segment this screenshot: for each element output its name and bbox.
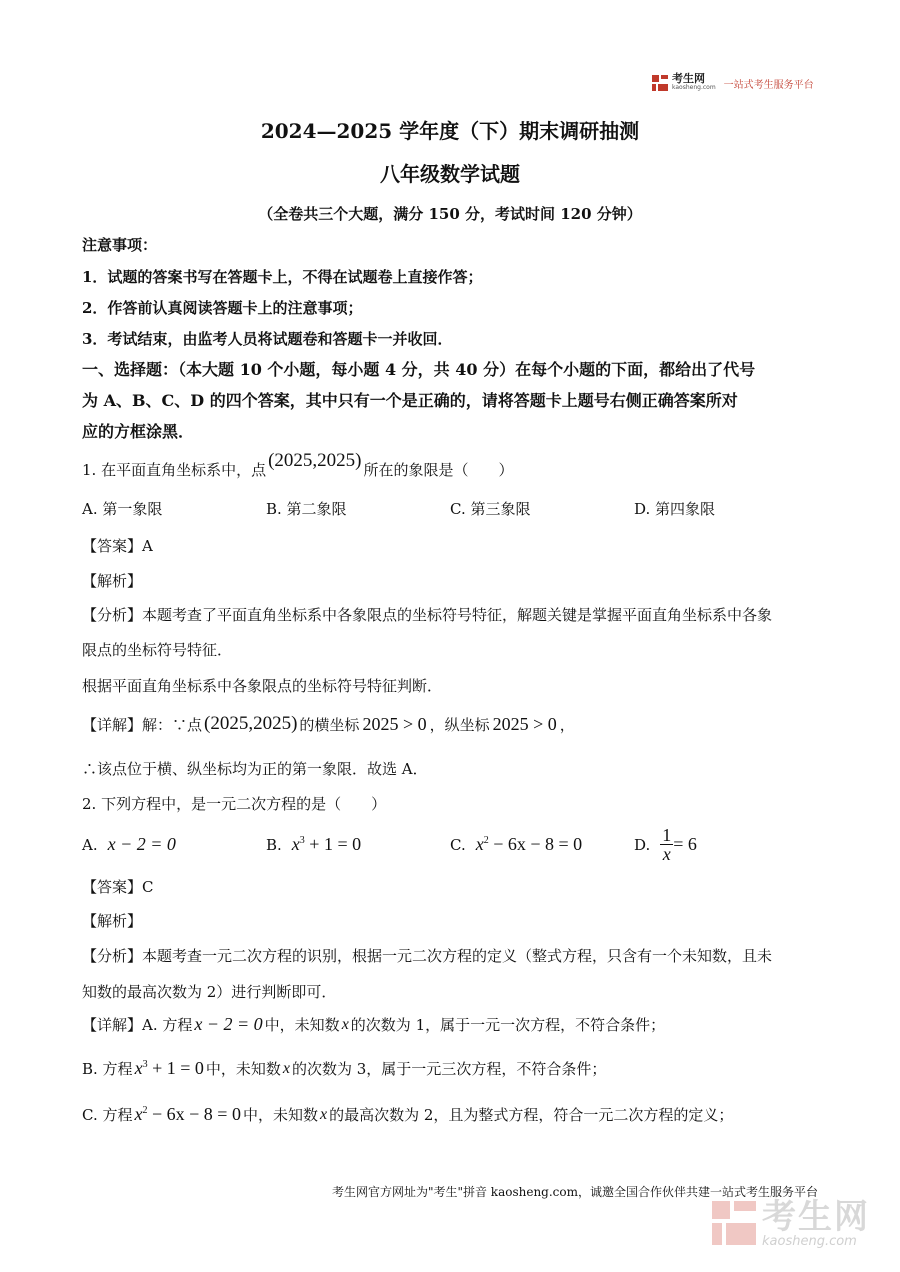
note-item-1: 1．试题的答案书写在答题卡上，不得在试题卷上直接作答； — [82, 268, 483, 286]
q2-option-c-label: C. — [450, 835, 466, 854]
q2-option-d-eq — [660, 826, 697, 863]
q2-detail-c-text-2: 中，未知数 — [242, 1106, 318, 1124]
q1-detail-c: ，纵坐标 — [429, 715, 490, 734]
q1-option-a: A. 第一象限 — [82, 500, 163, 518]
header-slogan: 一站式考生服务平台 — [723, 79, 814, 91]
q2-detail-b-var: x — [282, 1059, 290, 1077]
q2-detail-b-eq — [135, 1058, 204, 1079]
q1-option-d: D. 第四象限 — [634, 500, 716, 518]
watermark-logo-icon — [712, 1201, 756, 1249]
q2-option-b-eq — [292, 834, 361, 855]
note-item-2: 2．作答前认真阅读答题卡上的注意事项； — [82, 299, 363, 317]
q2-detail-b-base: x — [134, 1058, 143, 1078]
q2-detail-b — [82, 1058, 606, 1079]
q1-answer: 【答案】A — [82, 537, 153, 555]
q1-option-c: C. 第三象限 — [450, 500, 531, 518]
q2-detail-c-rest: − 6x − 8 = 0 — [147, 1104, 241, 1124]
q2-option-d-rest: = 6 — [673, 834, 697, 854]
exam-subtitle: 八年级数学试题 — [380, 162, 520, 186]
q1-basis: 根据平面直角坐标系中各象限点的坐标符号特征判断． — [82, 677, 443, 695]
q2-option-b-var: x — [291, 834, 300, 854]
q2-detail-c-eq — [134, 1104, 240, 1125]
q2-answer: 【答案】C — [82, 878, 154, 896]
q2-detail-c-text-3: 的最高次数为 2，且为整式方程，符合一元二次方程的定义； — [329, 1106, 734, 1124]
q2-option-c-exp: 2 — [483, 835, 489, 846]
q2-option-d-fraction — [660, 826, 673, 863]
section1-line-3: 应的方框涂黑． — [82, 422, 195, 441]
q1-conclusion: ∴该点位于横、纵坐标均为正的第一象限．故选 A． — [82, 760, 428, 778]
q2-option-d — [634, 826, 697, 863]
q2-detail-c-base: x — [134, 1104, 143, 1124]
exam-title: 2024—2025 学年度（下）期末调研抽测 — [260, 119, 640, 143]
q1-option-b: B. 第二象限 — [266, 500, 347, 518]
q1-point: (2025,2025) — [268, 450, 362, 471]
logo-en-text: kaosheng.com — [672, 84, 716, 91]
q1-detail-d: ， — [559, 715, 575, 734]
section1-line-1: 一、选择题：（本大题 10 个小题，每小题 4 分，共 40 分）在每个小题的下面，都给出了代号 — [82, 360, 756, 379]
q2-detail-a-text-1: 【详解】A. 方程 — [82, 1016, 193, 1034]
q2-detail-b-text-2: 中，未知数 — [205, 1060, 281, 1078]
q2-detail-a — [82, 1014, 665, 1035]
q2-detail-c — [82, 1104, 733, 1125]
q2-detail-a-eq: x − 2 = 0 — [194, 1014, 263, 1034]
note-item-3: 3．考试结束，由监考人员将试题卷和答题卡一并收回． — [82, 330, 453, 348]
question-2-stem: 2. 下列方程中，是一元二次方程的是（ ） — [82, 795, 387, 813]
watermark — [712, 1197, 870, 1249]
q1-detail-point: (2025,2025) — [204, 713, 298, 734]
q1-detail — [82, 713, 575, 735]
q2-detail-b-exp: 3 — [142, 1059, 148, 1070]
q2-option-c-var: x — [475, 834, 484, 854]
q2-option-b-rest: + 1 = 0 — [304, 834, 362, 854]
logo-cn-text: 考生网 — [672, 72, 705, 85]
q1-prefix: 1. 在平面直角坐标系中，点 — [82, 460, 267, 479]
q2-detail-a-text-2: 中，未知数 — [264, 1016, 340, 1034]
q2-fenxi-line-1: 【分析】本题考查一元二次方程的识别，根据一元二次方程的定义（整式方程，只含有一个未知数，且未 — [82, 947, 773, 965]
q1-fenxi-line-2: 限点的坐标符号特征． — [82, 641, 233, 659]
header-logo[interactable] — [652, 74, 814, 92]
kaosheng-logo-icon — [652, 75, 668, 91]
q2-option-b-label: B. — [266, 835, 282, 854]
notes-heading: 注意事项： — [82, 236, 158, 254]
q2-option-a — [82, 834, 176, 855]
q1-detail-ineq-2: 2025 > 0 — [492, 713, 557, 734]
q2-option-d-label: D. — [634, 835, 651, 854]
q2-option-a-label: A. — [82, 835, 98, 854]
footer-text: 考生网官方网址为"考生"拼音 kaosheng.com，诚邀全国合作伙伴共建一站式考生服务平台 — [331, 1185, 818, 1199]
q2-fenxi-line-2: 知数的最高次数为 2）进行判断即可． — [82, 983, 337, 1001]
q2-detail-c-var: x — [319, 1105, 328, 1123]
q2-option-c — [450, 834, 582, 855]
q2-option-b — [266, 834, 361, 855]
q2-option-c-eq — [476, 834, 582, 855]
q2-detail-c-exp: 2 — [142, 1105, 148, 1116]
section1-line-2: 为 A、B、C、D 的四个答案，其中只有一个是正确的，请将答题卡上题号右侧正确答案所对 — [82, 391, 738, 410]
q1-detail-ineq-1: 2025 > 0 — [362, 713, 427, 734]
q1-suffix: 所在的象限是（ ） — [363, 460, 514, 479]
watermark-en: kaosheng.com — [762, 1234, 857, 1249]
exam-info: （全卷共三个大题，满分 150 分，考试时间 120 分钟） — [258, 205, 642, 223]
q1-detail-b: 的横坐标 — [299, 715, 360, 734]
q2-option-a-eq: x − 2 = 0 — [107, 834, 176, 854]
q2-option-c-rest: − 6x − 8 = 0 — [488, 834, 583, 854]
q2-option-b-exp: 3 — [299, 835, 305, 846]
q2-detail-a-var: x — [341, 1015, 349, 1033]
watermark-cn: 考生网 — [762, 1197, 870, 1237]
q2-analysis-label: 【解析】 — [82, 912, 143, 930]
q2-detail-c-text-1: C. 方程 — [82, 1106, 133, 1124]
q1-analysis-label: 【解析】 — [82, 572, 143, 590]
q2-option-d-num: 1 — [662, 825, 672, 845]
q2-detail-b-rest: + 1 = 0 — [147, 1058, 204, 1078]
q2-detail-b-text-3: 的次数为 3，属于一元三次方程，不符合条件； — [292, 1060, 607, 1078]
q2-option-d-den: x — [662, 844, 671, 864]
q1-detail-a: 【详解】解：∵点 — [82, 715, 203, 734]
q1-fenxi-line-1: 【分析】本题考查了平面直角坐标系中各象限点的坐标符号特征，解题关键是掌握平面直角坐标系中各象 — [82, 606, 773, 624]
q2-detail-a-text-3: 的次数为 1，属于一元一次方程，不符合条件； — [350, 1016, 666, 1034]
q2-detail-b-text-1: B. 方程 — [82, 1060, 133, 1078]
question-1-stem — [82, 450, 514, 480]
